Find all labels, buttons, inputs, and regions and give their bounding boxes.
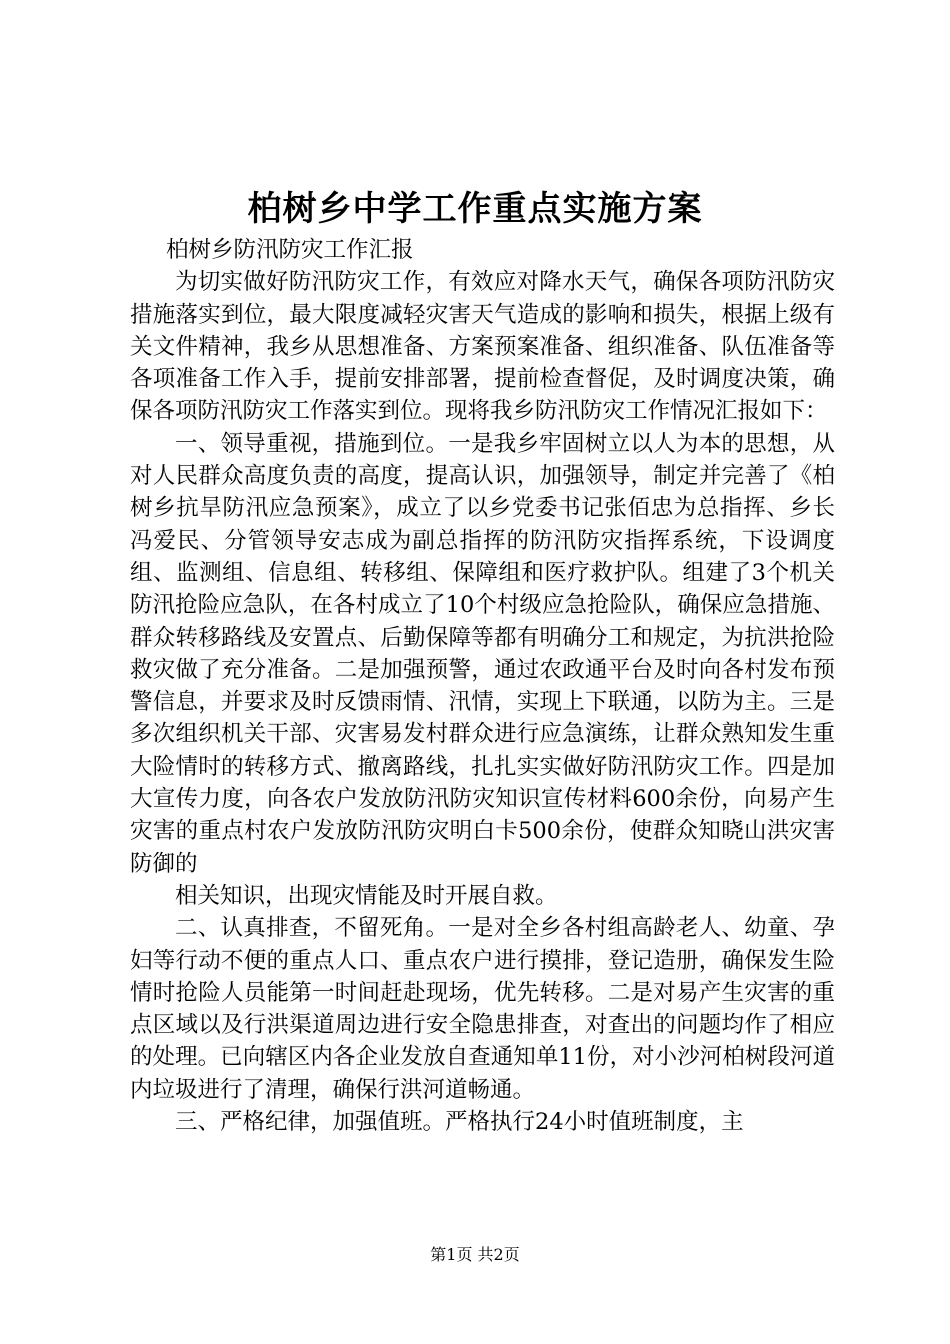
- paragraph-section-3: 三、严格纪律，加强值班。严格执行24小时值班制度，主: [175, 1109, 744, 1136]
- paragraph-section-1: 一、领导重视，措施到位。一是我乡牢固树立以人为本的思想，从对人民群众高度负责的高度，提高认识，加强领导，制定并完善了《柏树乡抗旱防汛应急预案》，成立了以乡党委书记张佰忠为总指挥、乡长冯爱民、分管领导安志成为副总指挥的防汛防灾指挥系统，下设调度组、监测组、信息组、转移组、保障组和医疗救护队。组建了3个机关防汛抢险应急队，在各村成立了10个村级应急抢险队，确保应急措施、群众转移路线及安置点、后勤保障等都有明确分工和规定，为抗洪抢险救灾做了充分准备。二是加强预警，通过农政通平台及时向各村发布预警信息，并要求及时反馈雨情、汛情，实现上下联通，以防为主。三是多次组织机关干部、灾害易发村群众进行应急演练，让群众熟知发生重大险情时的转移方式、撤离路线，扎扎实实做好防汛防灾工作。四是加大宣传力度，向各农户发放防汛防灾知识宣传材料600余份，向易产生灾害的重点村农户发放防汛防灾明白卡500余份，使群众知晓山洪灾害防御的: [130, 430, 835, 877]
- paragraph-section-1-continued: 相关知识，出现灾情能及时开展自救。: [175, 882, 558, 909]
- page-number-footer: 第1页 共2页: [430, 1245, 520, 1264]
- document-title: 柏树乡中学工作重点实施方案: [247, 189, 703, 229]
- paragraph-section-2: 二、认真排查，不留死角。一是对全乡各村组高龄老人、幼童、孕妇等行动不便的重点人口、重点农户进行摸排，登记造册，确保发生险情时抢险人员能第一时间赶赴现场，优先转移。二是对易产生灾害的重点区域以及行洪渠道周边进行安全隐患排查，对查出的问题均作了相应的处理。已向辖区内各企业发放自查通知单11份，对小沙河柏树段河道内垃圾进行了清理，确保行洪河道畅通。: [130, 915, 835, 1103]
- report-subtitle: 柏树乡防汛防灾工作汇报: [166, 237, 414, 263]
- paragraph-intro: 为切实做好防汛防灾工作，有效应对降水天气，确保各项防汛防灾措施落实到位，最大限度减轻灾害天气造成的影响和损失，根据上级有关文件精神，我乡从思想准备、方案预案准备、组织准备、队伍准备等各项准备工作入手，提前安排部署，提前检查督促，及时调度决策，确保各项防汛防灾工作落实到位。现将我乡防汛防灾工作情况汇报如下：: [130, 269, 835, 425]
- document-body: [130, 234, 835, 1138]
